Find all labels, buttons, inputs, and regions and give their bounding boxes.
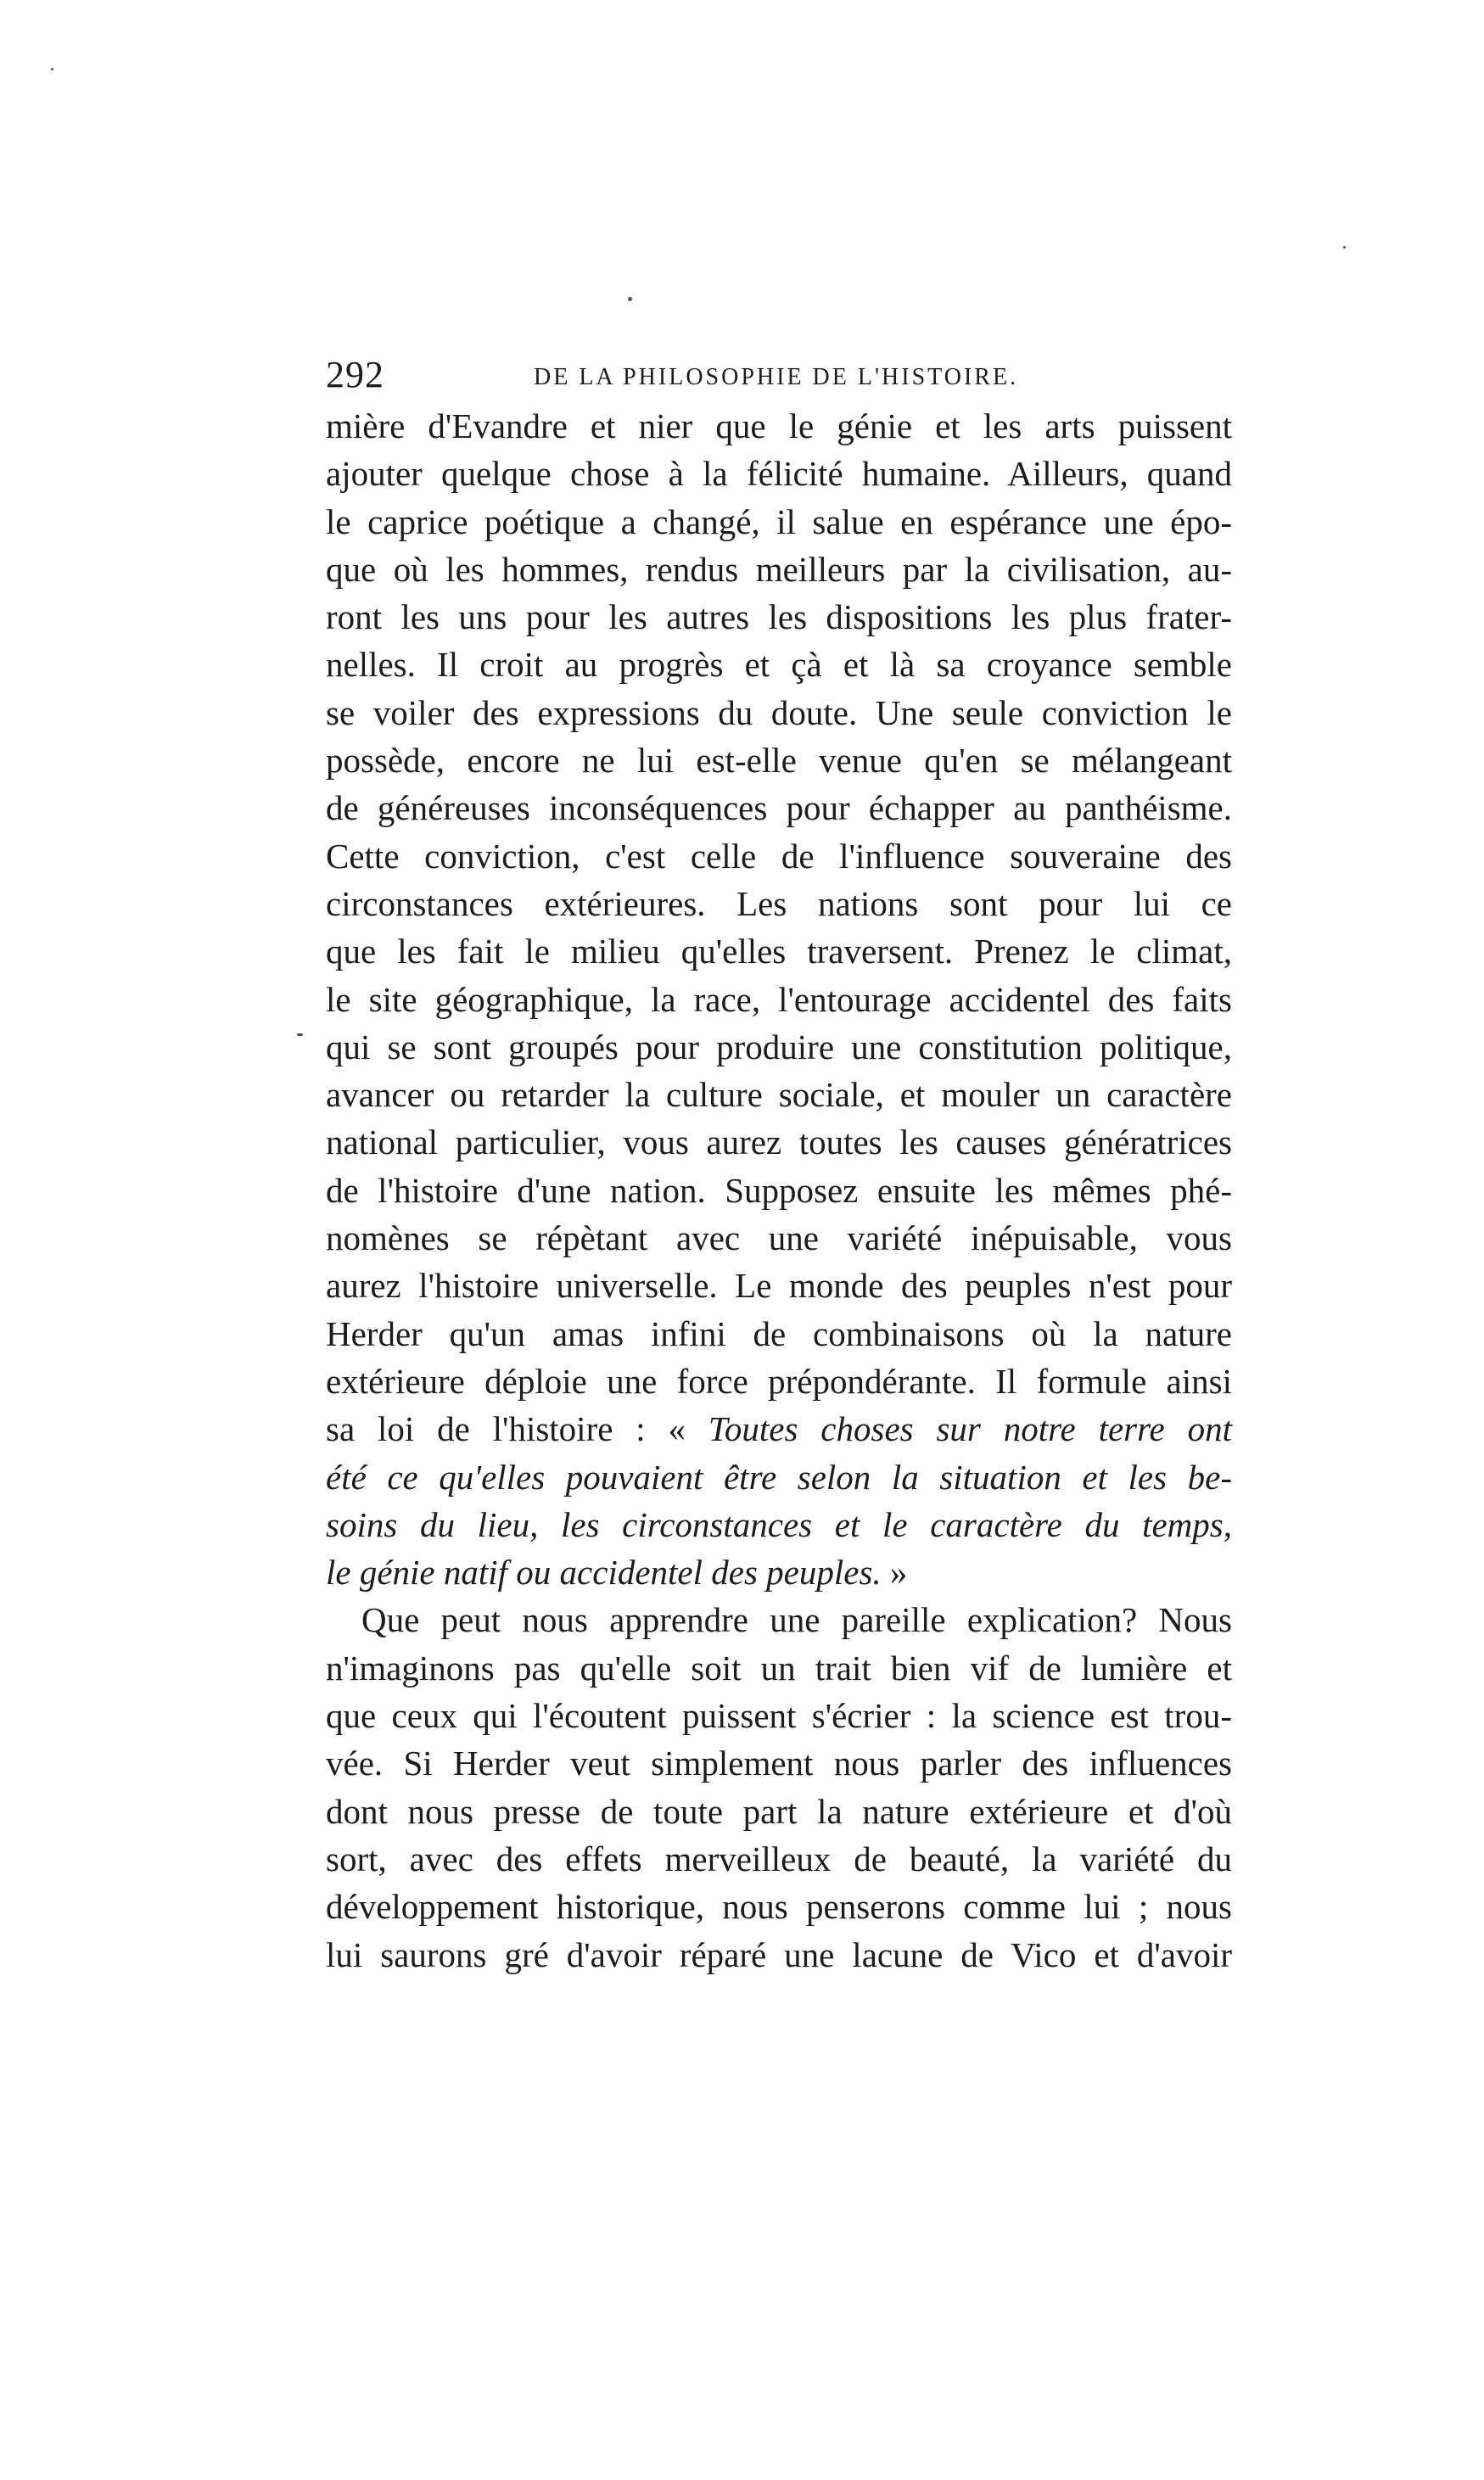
text-line: avancer ou retarder la culture sociale, et mouler un caractère bbox=[326, 1075, 1232, 1115]
text-line: vée. Si Herder veut simplement nous parler des influences bbox=[326, 1744, 1232, 1783]
body-text bbox=[326, 402, 1232, 1979]
text-line: le site géographique, la race, l'entourage accidentel des faits bbox=[326, 979, 1232, 1019]
ink-speck bbox=[297, 1033, 303, 1036]
text-line: nomènes se répètant avec une variété inépuisable, vous bbox=[326, 1218, 1232, 1258]
text-line: lui saurons gré d'avoir réparé une lacune de Vico et d'avoir bbox=[326, 1934, 1232, 1974]
ink-speck bbox=[51, 68, 53, 70]
text-line: Herder qu'un amas infini de combinaisons où la nature bbox=[326, 1313, 1232, 1353]
running-head: DE LA PHILOSOPHIE DE L'HISTOIRE. bbox=[534, 364, 1019, 390]
quote-text: le génie natif ou accidentel des peuples. bbox=[326, 1553, 882, 1593]
quote-close: » bbox=[881, 1553, 908, 1593]
quote-line bbox=[326, 1548, 1232, 1596]
text-line: dont nous presse de toute part la nature extérieure et d'où bbox=[326, 1791, 1232, 1831]
quote-line: soins du lieu, les circonstances et le caractère du temps, bbox=[326, 1504, 1232, 1544]
text-line: aurez l'histoire universelle. Le monde des peuples n'est pour bbox=[326, 1266, 1232, 1306]
quote-text: Toutes choses sur notre terre ont bbox=[708, 1409, 1232, 1449]
quote-line: été ce qu'elles pouvaient être selon la situation et les be- bbox=[326, 1457, 1232, 1497]
text-line: le caprice poétique a changé, il salue en espérance une épo- bbox=[326, 501, 1232, 541]
text-line: circonstances extérieures. Les nations sont pour lui ce bbox=[326, 883, 1232, 923]
text-line: nelles. Il croit au progrès et çà et là sa croyance semble bbox=[326, 645, 1232, 685]
text-line: se voiler des expressions du doute. Une seule conviction le bbox=[326, 692, 1232, 732]
text-line: ajouter quelque chose à la félicité humaine. Ailleurs, quand bbox=[326, 454, 1232, 494]
text-line: Que peut nous apprendre une pareille explication? Nous bbox=[361, 1600, 1232, 1640]
text-line: ront les uns pour les autres les dispositions les plus frater- bbox=[326, 597, 1232, 637]
text-line: que les fait le milieu qu'elles traversent. Prenez le climat, bbox=[326, 932, 1232, 971]
quote-line bbox=[326, 1405, 1232, 1453]
text-line: que où les hommes, rendus meilleurs par la civilisation, au- bbox=[326, 549, 1232, 589]
text-line: que ceux qui l'écoutent puissent s'écrier : la science est trou- bbox=[326, 1696, 1232, 1736]
text-line: sort, avec des effets merveilleux de beauté, la variété du bbox=[326, 1839, 1232, 1878]
text-line: de l'histoire d'une nation. Supposez ensuite les mêmes phé- bbox=[326, 1170, 1232, 1210]
text-line: développement historique, nous penserons comme lui ; nous bbox=[326, 1887, 1232, 1927]
text-line: possède, encore ne lui est-elle venue qu'en se mélangeant bbox=[326, 741, 1232, 781]
text-line: extérieure déploie une force prépondérante. Il formule ainsi bbox=[326, 1361, 1232, 1401]
text-line: n'imaginons pas qu'elle soit un trait bien vif de lumière et bbox=[326, 1648, 1232, 1688]
quote-intro: sa loi de l'histoire : « bbox=[326, 1409, 708, 1449]
text-line: Cette conviction, c'est celle de l'influence souveraine des bbox=[326, 836, 1232, 876]
text-line: de généreuses inconséquences pour échapper au panthéisme. bbox=[326, 788, 1232, 828]
page-number: 292 bbox=[326, 354, 384, 395]
ink-speck bbox=[628, 297, 632, 301]
text-line: qui se sont groupés pour produire une constitution politique, bbox=[326, 1027, 1232, 1066]
text-line: national particulier, vous aurez toutes les causes génératrices bbox=[326, 1122, 1232, 1162]
page-header bbox=[326, 350, 1232, 400]
text-line: mière d'Evandre et nier que le génie et les arts puissent bbox=[326, 406, 1232, 445]
ink-speck bbox=[1343, 246, 1346, 249]
